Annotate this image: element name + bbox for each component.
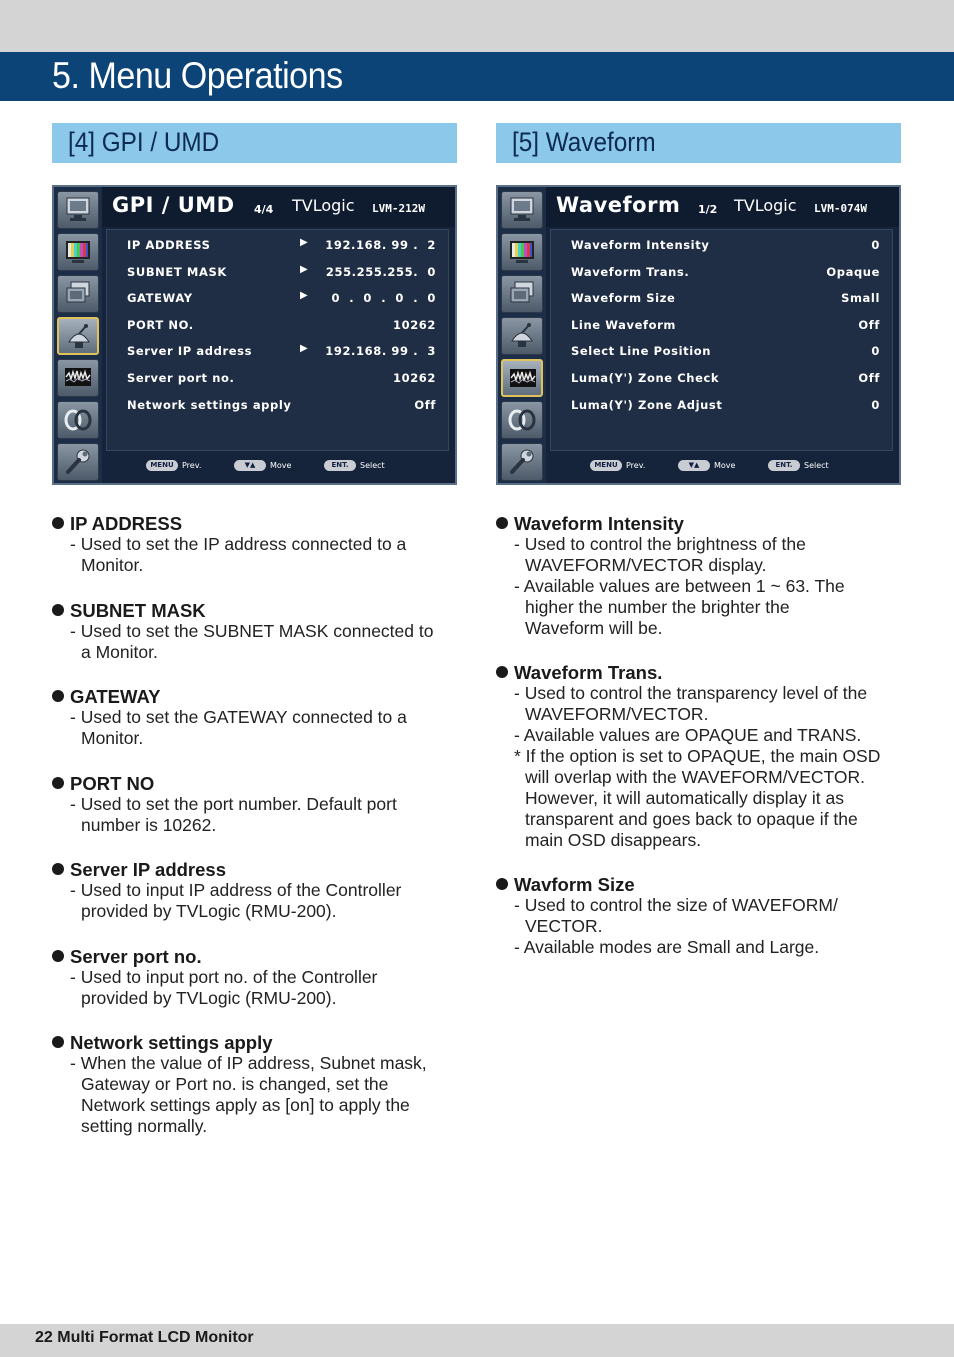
description-line: WAVEFORM/VECTOR. <box>525 704 709 724</box>
description-item-title: Server port no. <box>70 945 202 967</box>
description-line: - Used to set the IP address connected to a <box>70 534 407 554</box>
osd-row-value: 10262 <box>392 317 436 332</box>
submenu-arrow-icon: ▶ <box>300 343 309 355</box>
osd-row-label: Waveform Size <box>571 291 676 306</box>
description-item-title: Network settings apply <box>70 1032 273 1053</box>
description-line: - Available values are OPAQUE and TRANS. <box>514 725 862 745</box>
osd-row-value: 10262 <box>392 371 436 385</box>
enter-key-badge: ENT. <box>324 460 356 471</box>
description-item-title: Wavform Size <box>514 874 635 895</box>
osd-menu-row[interactable] <box>551 316 892 336</box>
osd-row-label: Line Waveform <box>571 317 676 332</box>
osd-screenshot-waveform <box>496 185 901 485</box>
bullet-icon <box>496 878 508 890</box>
description-line: - Used to input IP address of the Controller <box>70 880 402 900</box>
description-line: - When the value of IP address, Subnet mask, <box>70 1053 427 1073</box>
description-line: - Used to input port no. of the Controller <box>70 966 378 987</box>
osd-content <box>550 229 893 451</box>
osd-menu-row[interactable] <box>551 396 892 416</box>
description-line: higher the number the brighter the <box>525 597 790 617</box>
osd-row-label: Server IP address <box>127 344 253 359</box>
osd-row-label: Luma(Y') Zone Check <box>571 371 720 385</box>
updown-key-badge: ▼▲ <box>234 460 266 471</box>
osd-brand: TVLogic <box>292 196 355 215</box>
osd-screenshot-gpi-umd <box>52 185 457 485</box>
section-heading-waveform <box>496 123 901 163</box>
gpi-umd-descriptions <box>52 513 462 1153</box>
osd-menu-color-bars-button[interactable] <box>501 233 543 271</box>
osd-menu-link-button[interactable] <box>501 401 543 439</box>
enter-key-badge: ENT. <box>768 460 800 471</box>
osd-menu-window-button[interactable] <box>501 275 543 313</box>
description-line: transparent and goes back to opaque if the <box>525 809 858 829</box>
osd-menu-waveform-button[interactable] <box>57 359 99 397</box>
description-line: - Available modes are Small and Large. <box>514 937 820 957</box>
osd-row-value: 255.255.255. 0 <box>325 264 436 279</box>
osd-row-label: Waveform Intensity <box>571 238 710 252</box>
prev-hint: Prev. <box>626 461 646 470</box>
osd-row-label: IP ADDRESS <box>127 238 211 252</box>
osd-page-indicator: 1/2 <box>698 203 718 216</box>
osd-page-indicator: 4/4 <box>254 203 274 216</box>
submenu-arrow-icon: ▶ <box>300 237 309 248</box>
move-hint: Move <box>714 461 736 470</box>
osd-menu-satellite-button[interactable] <box>57 317 99 355</box>
submenu-arrow-icon: ▶ <box>300 263 309 275</box>
osd-menu-row[interactable] <box>551 263 892 283</box>
description-line: - Used to set the SUBNET MASK connected to <box>70 620 434 641</box>
osd-row-value: Opaque <box>826 264 880 279</box>
osd-title: GPI / UMD <box>112 193 235 217</box>
description-item-title: IP ADDRESS <box>70 513 183 534</box>
section-heading-text: [5] Waveform <box>512 127 656 157</box>
osd-model: LVM-074W <box>814 202 867 215</box>
description-line: - Used to control the size of WAVEFORM/ <box>514 895 838 915</box>
waveform-descriptions <box>496 513 916 973</box>
bullet-icon <box>52 863 64 875</box>
menu-key-badge: MENU <box>590 460 622 471</box>
osd-row-label: Network settings apply <box>127 397 292 412</box>
description-line: However, it will automatically display it as <box>525 788 845 808</box>
osd-row-value: 192.168. 99 . 3 <box>325 344 436 359</box>
section-heading-text: [4] GPI / UMD <box>68 127 220 157</box>
osd-title: Waveform <box>556 193 681 217</box>
osd-row-value: 192.168. 99 . 2 <box>325 238 436 252</box>
bullet-icon <box>496 517 508 529</box>
osd-menu-monitor-button[interactable] <box>57 191 99 229</box>
description-item-title: Waveform Intensity <box>514 513 684 534</box>
submenu-arrow-icon: ▶ <box>300 290 309 302</box>
osd-menu-row[interactable] <box>551 236 892 256</box>
description-line: Monitor. <box>81 555 144 575</box>
osd-menu-row[interactable] <box>551 342 892 362</box>
title-bar <box>0 52 954 101</box>
osd-sidebar <box>498 187 546 483</box>
move-hint: Move <box>270 461 292 470</box>
description-line: a Monitor. <box>81 641 158 662</box>
description-item-title: PORT NO <box>70 772 155 794</box>
select-hint: Select <box>804 461 829 470</box>
description-line: - Used to control the transparency level of the <box>514 683 868 703</box>
osd-menu-row[interactable] <box>107 396 448 416</box>
osd-menu-color-bars-button[interactable] <box>57 233 99 271</box>
osd-row-value: 0 . 0 . 0 . 0 <box>331 291 436 306</box>
page-footer <box>0 1324 954 1357</box>
bullet-icon <box>52 517 64 529</box>
page-title: 5. Menu Operations <box>52 55 343 96</box>
description-line: provided by TVLogic (RMU-200). <box>81 901 337 921</box>
description-line: Monitor. <box>81 728 144 748</box>
osd-menu-link-button[interactable] <box>57 401 99 439</box>
description-line: provided by TVLogic (RMU-200). <box>81 987 337 1008</box>
osd-menu-monitor-button[interactable] <box>501 191 543 229</box>
description-line: Network settings apply as [on] to apply the <box>81 1095 410 1115</box>
osd-footer <box>106 455 449 477</box>
osd-menu-wrench-button[interactable] <box>501 443 543 481</box>
prev-hint: Prev. <box>182 461 202 470</box>
description-line: main OSD disappears. <box>525 830 702 850</box>
osd-header <box>546 187 899 227</box>
osd-menu-row[interactable] <box>107 289 448 309</box>
osd-header <box>102 187 455 227</box>
osd-row-value: Off <box>414 397 436 412</box>
description-line: Gateway or Port no. is changed, set the <box>81 1074 389 1094</box>
osd-menu-waveform-button[interactable] <box>501 359 543 397</box>
description-line: will overlap with the WAVEFORM/VECTOR. <box>525 767 866 787</box>
osd-menu-row[interactable] <box>107 236 448 256</box>
osd-row-value: 0 <box>871 397 880 412</box>
osd-menu-satellite-button[interactable] <box>501 317 543 355</box>
osd-menu-row[interactable] <box>107 342 448 362</box>
menu-key-badge: MENU <box>146 460 178 471</box>
osd-menu-window-button[interactable] <box>57 275 99 313</box>
bullet-icon <box>52 690 64 702</box>
osd-row-label: Server port no. <box>127 371 235 385</box>
osd-row-value: 0 <box>871 344 880 359</box>
select-hint: Select <box>360 461 385 470</box>
osd-row-value: Off <box>858 371 880 385</box>
description-line: WAVEFORM/VECTOR display. <box>525 555 767 575</box>
osd-sidebar <box>54 187 102 483</box>
description-item-title: SUBNET MASK <box>70 599 206 621</box>
osd-model: LVM-212W <box>372 202 425 215</box>
osd-row-label: Waveform Trans. <box>571 264 690 279</box>
bullet-icon <box>496 666 508 678</box>
description-line: - Used to set the GATEWAY connected to a <box>70 707 407 727</box>
osd-row-value: Small <box>841 291 880 306</box>
osd-menu-row[interactable] <box>107 316 448 336</box>
description-line: setting normally. <box>81 1116 208 1136</box>
osd-menu-row[interactable] <box>551 289 892 309</box>
section-heading-gpi-umd <box>52 123 457 163</box>
osd-brand: TVLogic <box>734 196 797 215</box>
description-item-title: Waveform Trans. <box>514 662 663 683</box>
osd-menu-wrench-button[interactable] <box>57 443 99 481</box>
description-line: VECTOR. <box>525 916 603 936</box>
osd-footer <box>550 455 893 477</box>
bullet-icon <box>52 950 64 962</box>
osd-row-label: PORT NO. <box>127 317 194 332</box>
description-line: - Available values are between 1 ~ 63. The <box>514 576 845 596</box>
osd-menu-row[interactable] <box>551 369 892 389</box>
description-item-title: GATEWAY <box>70 686 161 707</box>
osd-row-value: Off <box>858 317 880 332</box>
osd-row-label: SUBNET MASK <box>127 264 227 279</box>
osd-menu-row[interactable] <box>107 369 448 389</box>
osd-row-label: GATEWAY <box>127 291 193 306</box>
bullet-icon <box>52 1036 64 1048</box>
osd-row-value: 0 <box>871 238 880 252</box>
description-line: Waveform will be. <box>525 618 663 638</box>
description-line: - Used to set the port number. Default port <box>70 793 397 814</box>
description-line: number is 10262. <box>81 814 217 835</box>
bullet-icon <box>52 604 64 616</box>
bullet-icon <box>52 777 64 789</box>
osd-menu-row[interactable] <box>107 263 448 283</box>
description-item-title: Server IP address <box>70 859 226 880</box>
description-line: - Used to control the brightness of the <box>514 534 806 554</box>
description-line: * If the option is set to OPAQUE, the main OSD <box>514 746 881 766</box>
top-margin-band <box>0 0 954 52</box>
updown-key-badge: ▼▲ <box>678 460 710 471</box>
osd-row-label: Select Line Position <box>571 344 712 359</box>
osd-content <box>106 229 449 451</box>
footer-page-label: 22 Multi Format LCD Monitor <box>35 1329 254 1346</box>
osd-row-label: Luma(Y') Zone Adjust <box>571 397 723 412</box>
